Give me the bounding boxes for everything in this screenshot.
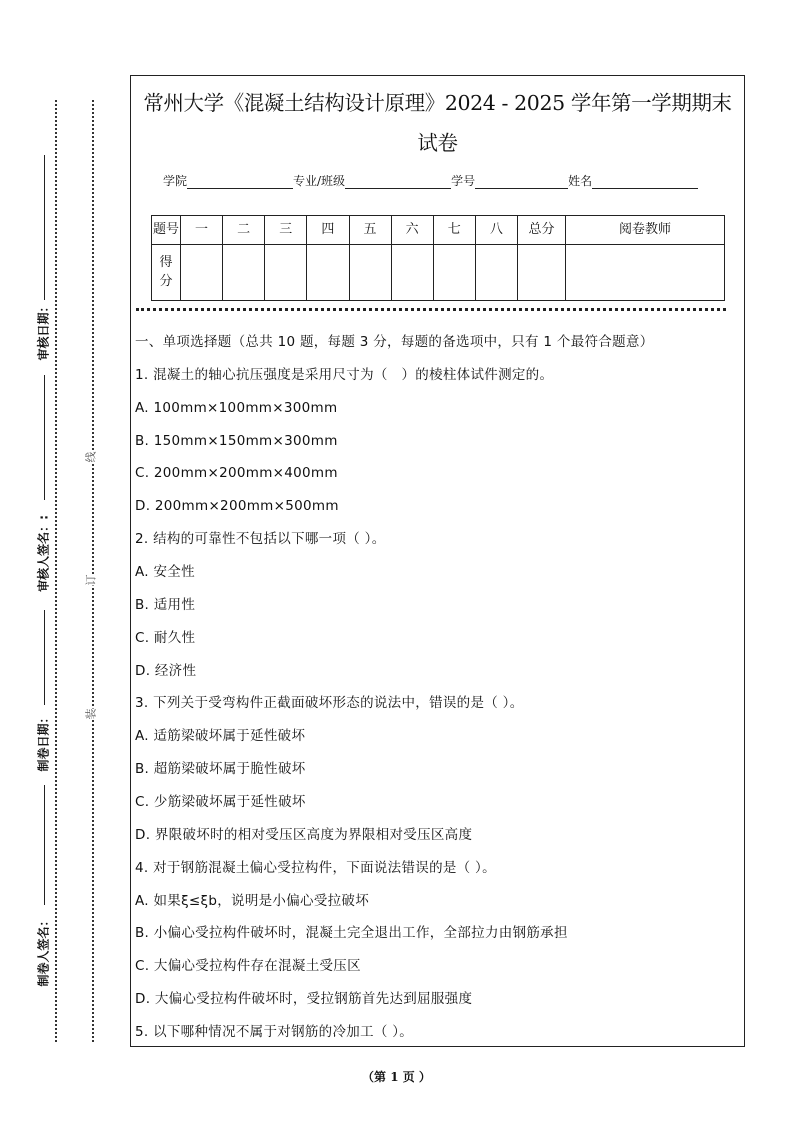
name-label: 姓名 [568, 174, 593, 188]
major-label: 专业/班级 [293, 174, 346, 188]
name-field[interactable] [592, 174, 698, 189]
score-cell[interactable] [181, 244, 223, 300]
header-cell: 六 [391, 216, 433, 245]
answer-option: A. 安全性 [135, 564, 195, 581]
maker-date-line [44, 610, 45, 705]
header-cell: 总分 [518, 216, 566, 245]
answer-option: D. 经济性 [135, 662, 197, 679]
score-cell[interactable] [349, 244, 391, 300]
question-stem: 5. 以下哪种情况不属于对钢筋的冷加工（ ）。 [135, 1024, 414, 1041]
binding-mark-line: 线 [81, 452, 101, 463]
answer-option: C. 耐久性 [135, 629, 196, 646]
score-cell[interactable] [518, 244, 566, 300]
score-table-score-row [152, 244, 725, 300]
header-cell: 八 [475, 216, 517, 245]
binding-mark-bind: 装 [81, 709, 101, 720]
section-heading: 一、单项选择题（总共 10 题，每题 3 分，每题的备选项中，只有 1 个最符合题意） [135, 334, 654, 350]
header-cell: 二 [223, 216, 265, 245]
maker-date-label: 制卷日期： [36, 711, 51, 772]
binding-mark-staple: 订 [81, 575, 101, 586]
score-cell[interactable] [223, 244, 265, 300]
exam-title: 常州大学《混凝土结构设计原理》2024 - 2025 学年第一学期期末 [143, 91, 732, 115]
student-id-label: 学号 [451, 174, 476, 188]
exam-title-line2: 试卷 [417, 131, 458, 155]
score-table [151, 215, 725, 301]
student-info-row [163, 172, 698, 189]
header-cell: 题号 [152, 216, 181, 245]
score-cell[interactable] [566, 244, 725, 300]
reviewer-sign-line [44, 375, 45, 500]
answer-option: D. 200mm×200mm×500mm [135, 498, 339, 515]
binding-dotted-line-outer [55, 100, 57, 1042]
answer-option: A. 适筋梁破坏属于延性破坏 [135, 728, 306, 745]
maker-sign-label: 制卷人签名： [36, 914, 51, 987]
answer-option: A. 如果ξ≤ξb，说明是小偏心受拉破坏 [135, 892, 370, 909]
question-stem: 1. 混凝土的轴心抗压强度是采用尺寸为（ ）的棱柱体试件测定的。 [135, 366, 554, 383]
score-cell[interactable] [391, 244, 433, 300]
answer-option: B. 150mm×150mm×300mm [135, 432, 338, 449]
header-cell: 阅卷教师 [566, 216, 725, 245]
major-field[interactable] [345, 174, 451, 189]
header-cell: 三 [265, 216, 307, 245]
score-cell[interactable] [433, 244, 475, 300]
reviewer-sign-label: 审核人签名：: [36, 515, 51, 592]
answer-option: A. 100mm×100mm×300mm [135, 399, 338, 416]
header-cell: 七 [433, 216, 475, 245]
question-stem: 4. 对于钢筋混凝土偏心受拉构件，下面说法错误的是（ ）。 [135, 859, 496, 876]
score-cell[interactable] [265, 244, 307, 300]
header-cell: 五 [349, 216, 391, 245]
answer-option: B. 超筋梁破坏属于脆性破坏 [135, 761, 306, 778]
answer-option: C. 200mm×200mm×400mm [135, 465, 338, 482]
student-id-field[interactable] [475, 174, 568, 189]
college-field[interactable] [187, 174, 293, 189]
answer-option: C. 少筋梁破坏属于延性破坏 [135, 794, 306, 811]
header-cell: 四 [307, 216, 349, 245]
reviewer-date-line [44, 155, 45, 300]
maker-sign-line [44, 785, 45, 905]
answer-option: D. 大偏心受拉构件破坏时，受拉钢筋首先达到屈服强度 [135, 991, 473, 1008]
score-cell[interactable] [307, 244, 349, 300]
answer-option: D. 界限破坏时的相对受压区高度为界限相对受压区高度 [135, 826, 473, 843]
score-table-header-row [152, 216, 725, 245]
score-cell[interactable] [475, 244, 517, 300]
college-label: 学院 [163, 174, 188, 188]
reviewer-date-label: 审核日期： [36, 300, 51, 361]
binding-dotted-line-inner [92, 100, 94, 1042]
question-stem: 3. 下列关于受弯构件正截面破坏形态的说法中，错误的是（ ）。 [135, 695, 524, 712]
page-number: （第 1 页 ） [362, 1070, 431, 1084]
answer-option: C. 大偏心受拉构件存在混凝土受压区 [135, 958, 361, 975]
question-stem: 2. 结构的可靠性不包括以下哪一项（ ）。 [135, 531, 386, 548]
score-row-label: 得分 [152, 244, 181, 300]
answer-option: B. 适用性 [135, 596, 196, 613]
header-cell: 一 [181, 216, 223, 245]
separator-dotted-line [136, 308, 726, 311]
answer-option: B. 小偏心受拉构件破坏时，混凝土完全退出工作，全部拉力由钢筋承担 [135, 925, 568, 942]
